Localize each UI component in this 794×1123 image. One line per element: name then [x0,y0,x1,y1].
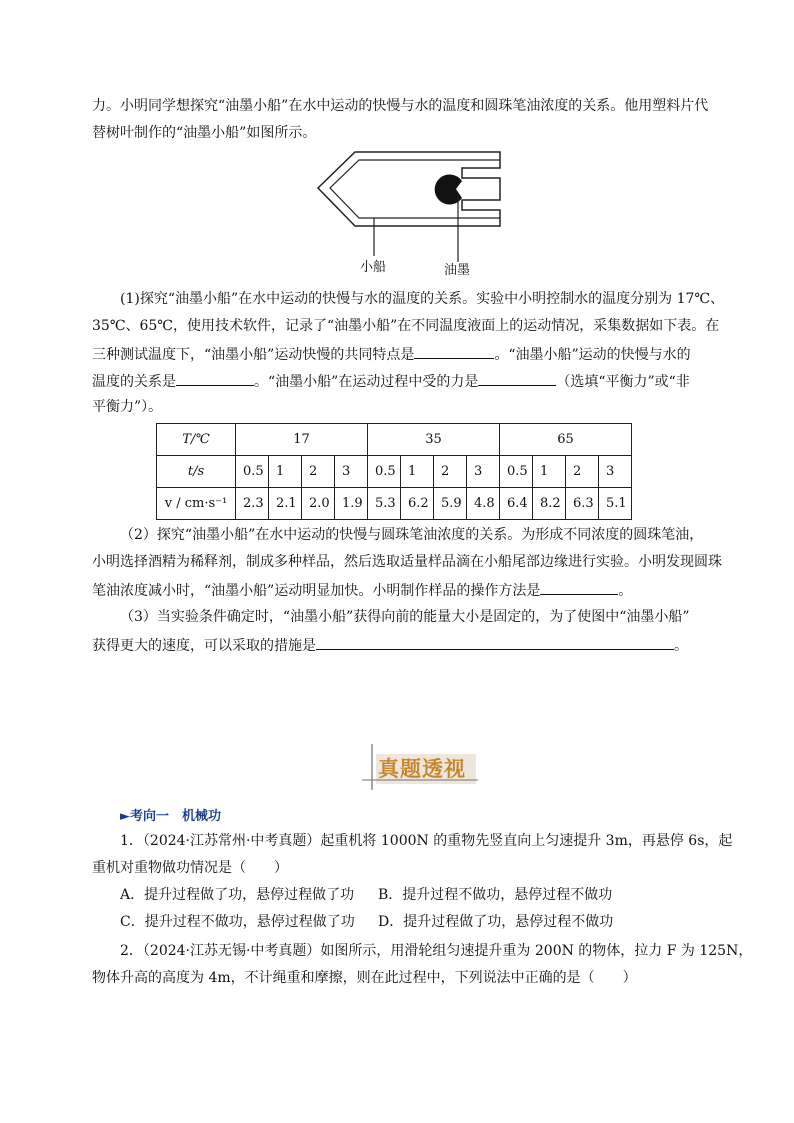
speed-cell: 4.8 [467,488,500,520]
q1-line-2: 35℃、65℃，使用技术软件，记录了“油墨小船”在不同温度液面上的运动情况，采集数据如下表。在 [92,318,720,334]
q1-line-5: 平衡力”）。 [92,399,163,415]
ink-label: 油墨 [444,263,471,278]
speed-cell: 2.1 [269,488,302,520]
q2-line-2: 小明选择酒精为稀释剂，制成多种样品，然后选取适量样品滴在小船尾部边缘进行实验。小明发现圆珠 [92,554,722,570]
speed-cell: 6.2 [401,488,434,520]
row-label-time: t/s [157,456,236,488]
temperature-65: 65 [500,424,632,456]
speed-cell: 5.3 [368,488,401,520]
ink-boat-figure [310,148,510,278]
q3-text-2a: 获得更大的速度，可以采取的措施是 [92,638,316,654]
table-row-speed [157,488,632,520]
q3-line-1: （3）当实验条件确定时，“油墨小船”获得向前的能量大小是固定的，为了使图中“油墨小船” [120,609,690,625]
temperature-35: 35 [368,424,500,456]
answer-blank-sample-method[interactable] [540,579,618,595]
q2-line-1: （2）探究“油墨小船”在水中运动的快慢与圆珠笔油浓度的关系。为形成不同浓度的圆珠笔油， [120,527,704,543]
time-cell: 2 [434,456,467,488]
time-cell: 0.5 [500,456,533,488]
time-cell: 2 [302,456,335,488]
q1-text-3b: 。“油墨小船”运动的快慢与水的 [494,347,691,363]
speed-cell: 5.1 [599,488,632,520]
q1-text-4b: 。“油墨小船”在运动过程中受的力是 [254,374,479,390]
table-row-time [157,456,632,488]
time-cell: 0.5 [368,456,401,488]
time-cell: 1 [269,456,302,488]
row-label-temperature: T/℃ [157,424,236,456]
answer-blank-measure[interactable] [316,634,674,650]
q2-text-3a: 笔油浓度减小时，“油墨小船”运动明显加快。小明制作样品的操作方法是 [92,583,541,599]
triangle-marker-icon: ► [120,809,130,824]
p1-option-b[interactable]: B．提升过程不做功，悬停过程不做功 [378,887,613,903]
answer-blank-common-feature[interactable] [414,343,494,359]
boat-label: 小船 [360,260,387,275]
q1-text-3a: 三种测试温度下，“油墨小船”运动快慢的共同特点是 [92,347,415,363]
p1-option-d[interactable]: D．提升过程做了功，悬停过程不做功 [378,914,614,930]
time-cell: 0.5 [236,456,269,488]
row-label-speed: v / cm·s⁻¹ [157,488,236,520]
time-cell: 3 [467,456,500,488]
speed-cell: 1.9 [335,488,368,520]
section-title: 考向一 机械功 [130,809,222,824]
temperature-17: 17 [236,424,368,456]
q1-line-1: (1)探究“油墨小船”在水中运动的快慢与水的温度的关系。实验中小明控制水的温度分别为 17℃、 [120,291,725,307]
data-table [156,423,632,520]
p1-option-a[interactable]: A．提升过程做了功，悬停过程做了功 [120,887,355,903]
q1-text-4a: 温度的关系是 [92,374,176,390]
q3-line-2 [92,634,688,656]
time-cell: 1 [533,456,566,488]
speed-cell: 5.9 [434,488,467,520]
answer-blank-force-type[interactable] [478,370,556,386]
speed-cell: 2.0 [302,488,335,520]
intro-line-2: 替树叶制作的“油墨小船”如图所示。 [92,125,317,141]
q3-text-2b: 。 [674,638,688,654]
q1-text-4c: （选填“平衡力”或“非 [556,374,690,390]
speed-cell: 6.4 [500,488,533,520]
p2-line-2: 物体升高的高度为 4m，不计绳重和摩擦，则在此过程中，下列说法中正确的是（ ） [92,970,637,986]
speed-cell: 8.2 [533,488,566,520]
boat-outline [318,152,500,226]
time-cell: 1 [401,456,434,488]
banner-title: 真题透视 [378,757,466,781]
speed-cell: 6.3 [566,488,599,520]
p1-line-1: 1．（2024·江苏常州·中考真题）起重机将 1000N 的重物先竖直向上匀速提升 3m，再悬停 6s，起 [120,833,733,849]
time-cell: 2 [566,456,599,488]
q1-line-3 [92,343,691,365]
p1-option-c[interactable]: C．提升过程不做功，悬停过程做了功 [120,914,355,930]
q2-line-3 [92,579,632,601]
time-cell: 3 [599,456,632,488]
intro-line-1: 力。小明同学想探究“油墨小船”在水中运动的快慢与水的温度和圆珠笔油浓度的关系。他用塑料片代 [92,98,709,114]
q2-text-3b: 。 [618,583,633,599]
q1-line-4 [92,370,690,392]
answer-blank-temperature-relation[interactable] [176,370,254,386]
p1-line-2: 重机对重物做功情况是（ ） [92,860,288,876]
time-cell: 3 [335,456,368,488]
p2-line-1: 2．（2024·江苏无锡·中考真题）如图所示，用滑轮组匀速提升重为 200N 的物体，拉力 F 为 125N， [120,943,753,959]
section-heading [120,805,221,824]
speed-cell: 2.3 [236,488,269,520]
table-row-temperature [157,424,632,456]
